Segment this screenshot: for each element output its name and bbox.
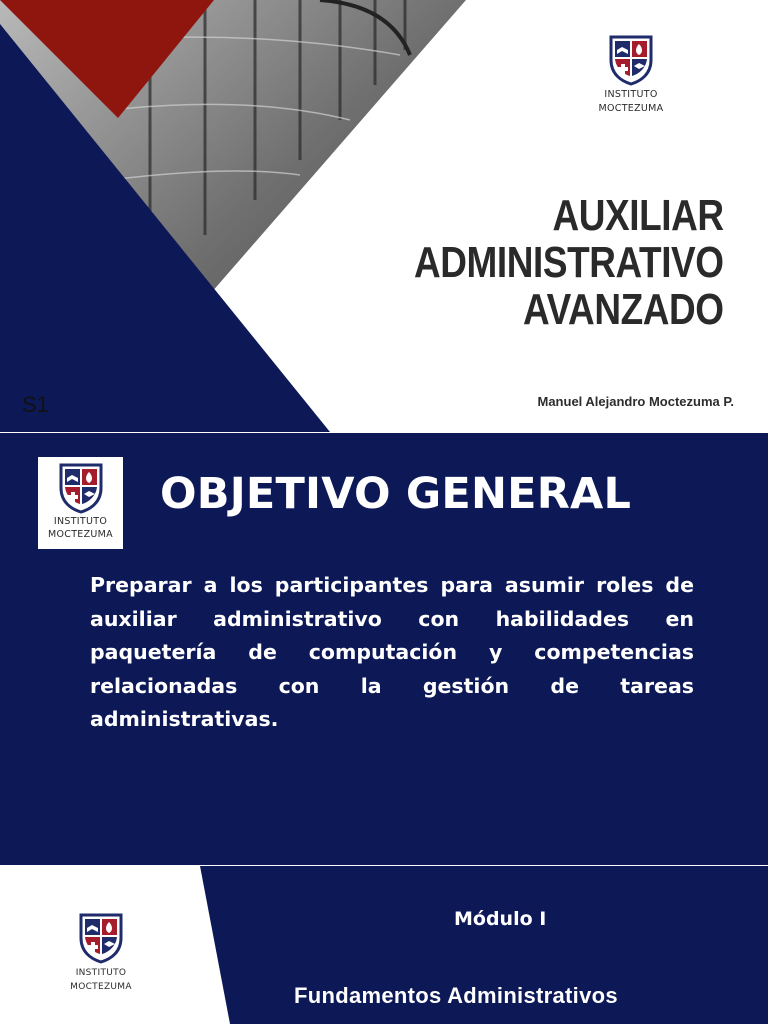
institute-name-line2: MOCTEZUMA	[598, 102, 664, 114]
module-label: Módulo I	[454, 908, 547, 930]
institute-name-line2: MOCTEZUMA	[70, 982, 132, 993]
cover-slide	[0, 0, 768, 432]
institute-name-line1: INSTITUTO	[604, 89, 658, 100]
section-heading: OBJETIVO GENERAL	[160, 469, 632, 519]
course-title-line: AUXILIAR	[552, 191, 724, 240]
course-title-line: ADMINISTRATIVO	[414, 238, 724, 287]
objective-text: Preparar a los participantes para asumir roles de auxiliar administrativo con habilidades en paquetería de computación y competencias relacionadas con la gestión de tareas administrativas.	[90, 573, 694, 731]
institute-logo	[38, 462, 123, 540]
logo-box	[38, 457, 123, 549]
institute-name-line1: INSTITUTO	[75, 968, 127, 978]
course-title	[414, 192, 724, 333]
institute-name-line2: MOCTEZUMA	[48, 528, 113, 540]
shield-crest-icon	[78, 912, 124, 964]
shield-crest-icon	[608, 34, 654, 86]
institute-name-line1: INSTITUTO	[53, 516, 108, 527]
institute-logo	[584, 34, 678, 114]
module-title: Fundamentos Administrativos	[294, 983, 618, 1008]
objective-slide	[0, 432, 768, 865]
institute-logo	[60, 912, 142, 993]
session-label: S1	[22, 392, 49, 417]
module-slide	[0, 865, 768, 1024]
course-title-line: AVANZADO	[523, 285, 724, 334]
shield-crest-icon	[58, 462, 104, 514]
author-name: Manuel Alejandro Moctezuma P.	[537, 394, 734, 409]
